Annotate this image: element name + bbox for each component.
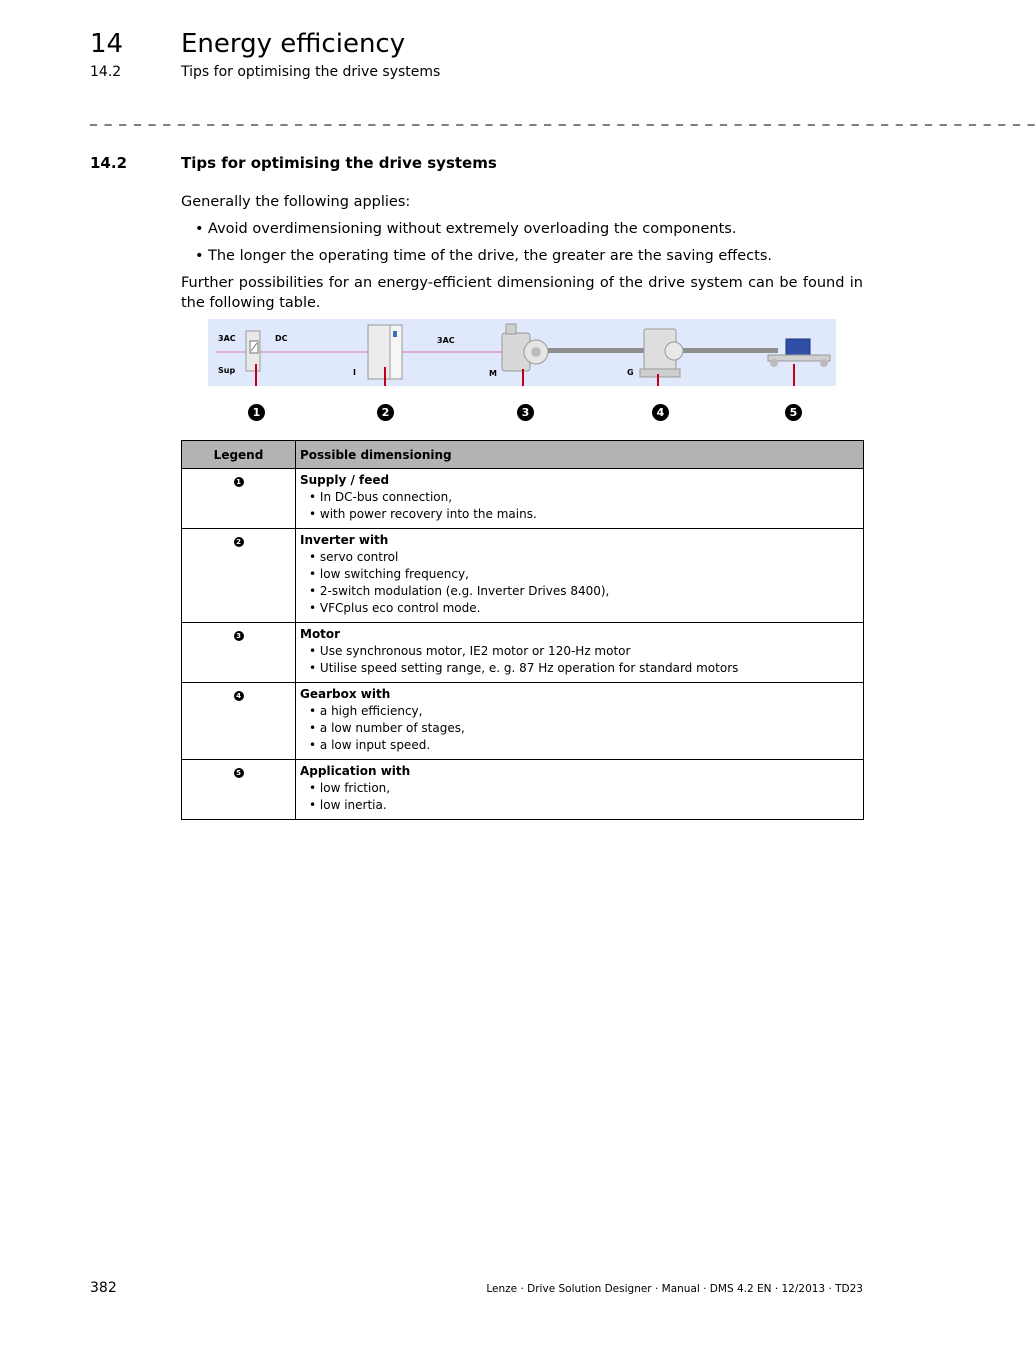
table-row xyxy=(182,529,864,623)
table-row xyxy=(182,469,864,529)
label-g: G xyxy=(627,368,634,377)
row-title: Gearbox with xyxy=(300,687,391,701)
chapter-title: Energy efficiency xyxy=(181,29,406,59)
motor-icon xyxy=(502,324,548,371)
callout-1: 1 xyxy=(248,404,265,421)
list-item-text: In DC-bus connection, xyxy=(319,490,453,504)
label-3ac-in: 3AC xyxy=(218,334,236,343)
table-header-row xyxy=(182,441,864,469)
legend-cell xyxy=(182,760,296,820)
dimensioning-cell xyxy=(296,529,864,623)
gear-shaft xyxy=(678,348,778,353)
header-dimensioning: Possible dimensioning xyxy=(296,441,864,469)
list-item-text: a low number of stages, xyxy=(319,721,465,735)
legend-marker: 2 xyxy=(234,537,244,547)
list-item: • a low input speed. xyxy=(309,738,431,752)
list-item-text: a low input speed. xyxy=(319,738,431,752)
list-item-text: Use synchronous motor, IE2 motor or 120-Hz motor xyxy=(319,644,631,658)
legend-marker: 1 xyxy=(234,477,244,487)
page-number: 382 xyxy=(90,1280,117,1296)
callout-3: 3 xyxy=(517,404,534,421)
table-row xyxy=(182,623,864,683)
dimensioning-cell xyxy=(296,760,864,820)
list-item-text: low switching frequency, xyxy=(319,567,469,581)
figure-callouts xyxy=(208,400,836,428)
section-number: 14.2 xyxy=(90,154,128,172)
supply-module-icon xyxy=(246,331,260,371)
list-item: • VFCplus eco control mode. xyxy=(309,601,481,615)
gearbox-icon xyxy=(640,329,683,377)
list-item: • servo control xyxy=(309,550,399,564)
list-item: • low switching frequency, xyxy=(309,567,469,581)
footer-text: Lenze · Drive Solution Designer · Manual · DMS 4.2 EN · 12/2013 · TD23 xyxy=(486,1283,863,1295)
list-item: • with power recovery into the mains. xyxy=(309,507,537,521)
header-section-number: 14.2 xyxy=(90,64,122,80)
bullet-symbol: • xyxy=(195,248,204,264)
bullet-text: Avoid overdimensioning without extremely overloading the components. xyxy=(208,221,737,237)
list-item-text: servo control xyxy=(319,550,399,564)
drive-system-figure xyxy=(208,319,836,386)
list-item-text: Utilise speed setting range, e. g. 87 Hz operation for standard motors xyxy=(319,661,739,675)
legend-marker: 5 xyxy=(234,768,244,778)
header-legend: Legend xyxy=(182,441,296,469)
label-m: M xyxy=(489,369,497,378)
row-title: Inverter with xyxy=(300,533,389,547)
row-title: Application with xyxy=(300,764,411,778)
legend-cell xyxy=(182,469,296,529)
list-item: • low friction, xyxy=(309,781,391,795)
table-row xyxy=(182,683,864,760)
list-item: • Utilise speed setting range, e. g. 87 Hz operation for standard motors xyxy=(309,661,739,675)
list-item: • In DC-bus connection, xyxy=(309,490,453,504)
bullet-item xyxy=(181,246,871,266)
label-3ac-out: 3AC xyxy=(437,336,455,345)
intro-paragraph: Generally the following applies: xyxy=(181,194,411,210)
callout-5: 5 xyxy=(785,404,802,421)
row-title: Supply / feed xyxy=(300,473,390,487)
dimensioning-table xyxy=(181,440,864,820)
list-item-text: 2-switch modulation (e.g. Inverter Drives 8400), xyxy=(319,584,610,598)
list-item-text: a high efficiency, xyxy=(319,704,423,718)
list-item-text: low inertia. xyxy=(319,798,387,812)
motor-shaft xyxy=(546,348,646,353)
drive-system-diagram xyxy=(208,319,836,386)
callout-4: 4 xyxy=(652,404,669,421)
list-item: • low inertia. xyxy=(309,798,387,812)
legend-marker: 4 xyxy=(234,691,244,701)
list-item-text: VFCplus eco control mode. xyxy=(319,601,481,615)
label-dc: DC xyxy=(275,334,288,343)
list-item: • a low number of stages, xyxy=(309,721,465,735)
further-paragraph: Further possibilities for an energy-efficient dimensioning of the drive system can be found in the following table. xyxy=(181,275,863,311)
bullet-item xyxy=(181,219,871,239)
label-sup: Sup xyxy=(218,366,236,375)
bullet-symbol: • xyxy=(195,221,204,237)
table-row xyxy=(182,760,864,820)
dimensioning-cell xyxy=(296,683,864,760)
bullet-text: The longer the operating time of the drive, the greater are the saving effects. xyxy=(208,248,773,264)
header-separator: _ _ _ _ _ _ _ _ _ _ _ _ _ _ _ _ _ _ _ _ _ _ _ _ _ _ _ _ _ _ _ _ _ _ _ _ _ _ _ _ _ _ _ _ _ _ _ _ _ _ _ _ _ _ _ _ _ _ _ _ _ _ _ _ _ xyxy=(90,110,1036,126)
list-item-text: with power recovery into the mains. xyxy=(319,507,537,521)
legend-cell xyxy=(182,683,296,760)
label-i: I xyxy=(353,368,356,377)
legend-cell xyxy=(182,529,296,623)
header-section-title: Tips for optimising the drive systems xyxy=(181,64,441,80)
list-item: • 2-switch modulation (e.g. Inverter Drives 8400), xyxy=(309,584,610,598)
section-heading: Tips for optimising the drive systems xyxy=(181,154,497,172)
dimensioning-cell xyxy=(296,623,864,683)
legend-marker: 3 xyxy=(234,631,244,641)
list-item: • Use synchronous motor, IE2 motor or 120-Hz motor xyxy=(309,644,631,658)
list-item-text: low friction, xyxy=(319,781,391,795)
chapter-number: 14 xyxy=(90,29,124,59)
row-title: Motor xyxy=(300,627,341,641)
dimensioning-cell xyxy=(296,469,864,529)
list-item: • a high efficiency, xyxy=(309,704,423,718)
callout-2: 2 xyxy=(377,404,394,421)
legend-cell xyxy=(182,623,296,683)
